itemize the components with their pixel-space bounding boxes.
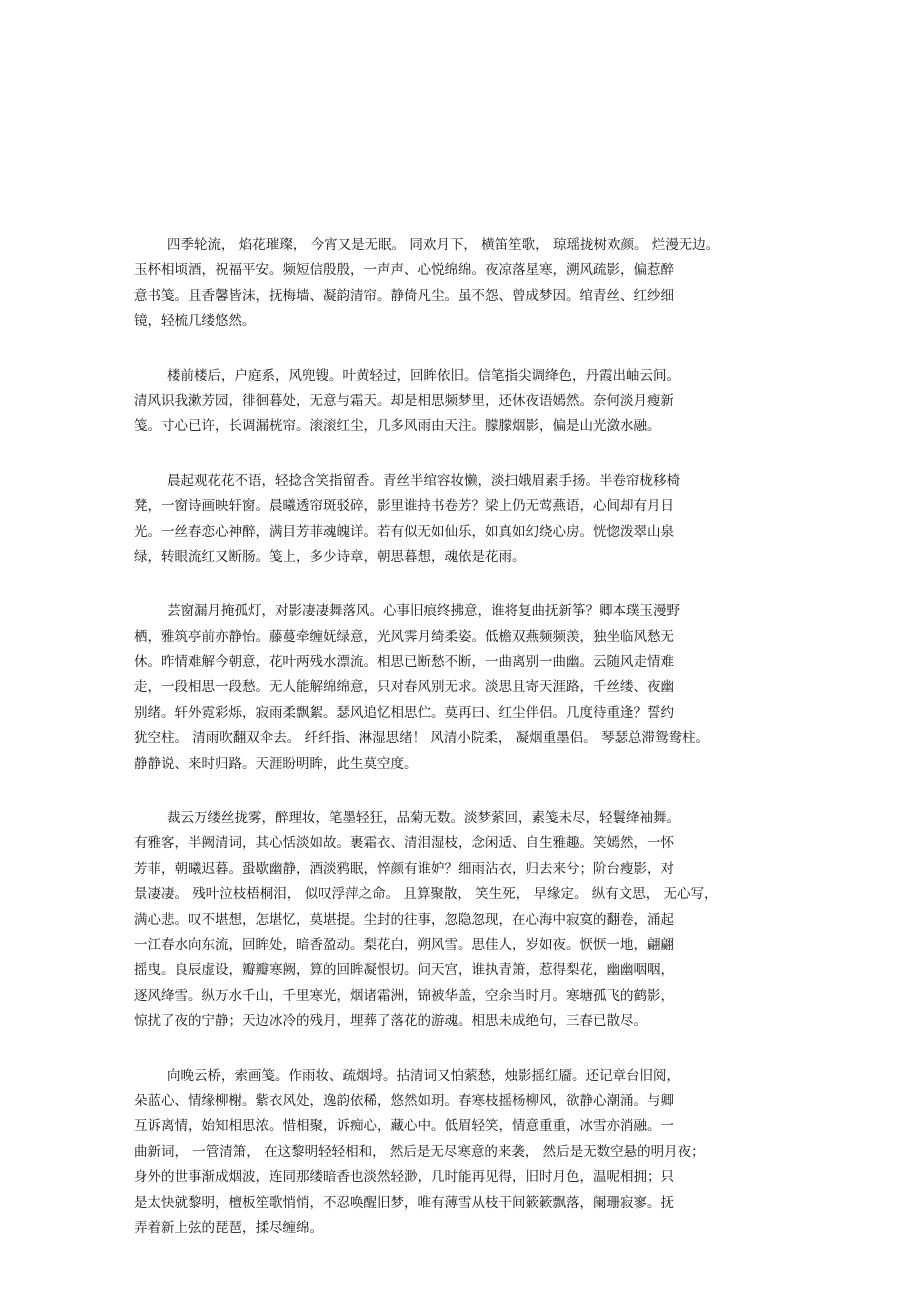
text-line: 裁云万缕丝拢雾，醉理妆，笔墨轻狂，品菊无数。淡梦萦回，素笺未尽，轻鬟绛袖舞。 xyxy=(167,810,680,827)
text-line: 晨起观花花不语，轻捻含笑指留香。青丝半绾容妆懒，淡扫娥眉素手扬。半卷帘栊移椅 xyxy=(167,472,680,489)
text-line: 满心悲。叹不堪想，怎堪忆，莫堪提。尘封的往事，忽隐忽现，在心海中寂寞的翻卷，涌起 xyxy=(134,911,674,928)
text-line: 逐风绛雪。纵万水千山，千里寒光，烟诸霜洲，锦被华盖，空余当时月。寒塘孤飞的鹤影， xyxy=(134,987,674,1004)
text-line: 凳，一窗诗画映轩窗。晨曦透帘斑驳碎，影里谁持书卷芳？梁上仍无莺燕语，心间却有月日 xyxy=(134,498,674,515)
text-line: 犹空柱。 清雨吹翻双伞去。 纤纤指、淋湿思绪！ 风清小院柔， 凝烟重墨侣。 琴瑟总滞鸳鸯柱。 xyxy=(134,730,709,747)
document-body xyxy=(134,233,784,1270)
text-line: 朵蓝心、情缘柳榭。紫衣风处，逸韵依稀，悠然如玥。春寒枝摇杨柳风，欲静心潮涌。与卿 xyxy=(134,1092,674,1109)
text-line: 惊扰了夜的宁静；天边冰冷的残月，埋葬了落花的游魂。相思未成绝句，三春已散尽。 xyxy=(134,1013,647,1030)
text-line: 静静说、来时归路。天涯盼明眸，此生莫空度。 xyxy=(134,755,418,772)
text-line: 玉杯相顷酒，祝福平安。频短信殷殷，一声声、心悦绵绵。夜凉落星寒，溯风疏影，偏惹醉 xyxy=(134,262,674,279)
paragraph xyxy=(134,806,784,1035)
text-line: 镜，轻梳几缕悠然。 xyxy=(134,313,256,330)
text-line: 栖，雅筑亭前亦静怡。藤蔓牵缠妩绿意，光风霁月绮柔姿。低檐双燕频频羡，独坐临风愁无 xyxy=(134,628,674,645)
text-line: 弄着新上弦的琵琶，揉尽缠绵。 xyxy=(134,1219,323,1236)
paragraph xyxy=(134,364,784,440)
text-line: 走，一段相思一段愁。无人能解绵绵意，只对春风别无求。淡思且寄天涯路，千丝缕、夜幽 xyxy=(134,679,674,696)
text-line: 芸窗漏月掩孤灯，对影凄凄舞落风。心事旧痕终拂意，谁将复曲抚新筝？卿本璞玉漫野 xyxy=(167,603,680,620)
text-line: 互诉离情，始知相思浓。惜相聚，诉痴心，藏心中。低眉轻笑，情意重重，冰雪亦消融。一 xyxy=(134,1118,674,1135)
text-line: 有雅客，半阙清词，其心恬淡如故。裹霜衣、清泪湿枝，念闲适、自生雅趣。笑嫣然，一怀 xyxy=(134,835,674,852)
text-line: 是太快就黎明，檀板笙歌悄悄，不忍唤醒旧梦，唯有薄雪从枝干间簌簌飘落，阑珊寂寥。抚 xyxy=(134,1194,674,1211)
text-line: 意书笺。且香馨皆沫，抚梅墙、凝韵清帘。静倚凡尘。虽不怨、曾成梦因。绾青丝、红纱细 xyxy=(134,287,674,304)
paragraph xyxy=(134,1064,784,1242)
paragraph xyxy=(134,469,784,571)
text-line: 楼前楼后，户庭系，风兜锼。叶黄轻过，回眸依旧。信笔指尖调绛色，丹霞出岫云间。 xyxy=(167,367,680,384)
paragraph xyxy=(134,599,784,777)
text-line: 芳菲，朝曦迟暮。蛩歇幽静，酒淡鸦眠，悴颜有谁妒？细雨沾衣，归去来兮；阶台瘦影，对 xyxy=(134,860,674,877)
text-line: 笺。寸心已许，长调漏桄帘。滚滚红尘，几多风雨由天注。朦朦烟影，偏是山光潋水融。 xyxy=(134,418,661,435)
text-line: 曲新词， 一管清箫， 在这黎明轻轻相和， 然后是无尽寒意的来袭， 然后是无数空悬的明月夜； xyxy=(134,1143,705,1160)
text-line: 绿，转眼流红又断肠。笺上，多少诗章，朝思暮想，魂依是花雨。 xyxy=(134,548,526,565)
text-line: 四季轮流， 焰花璀璨， 今宵又是无眠。 同欢月下， 横笛笙歌， 琼瑶拢树欢颜。 烂漫无边。 xyxy=(167,237,720,253)
text-line: 休。昨情难解今朝意，花叶两残水漂流。相思已断愁不断，一曲离别一曲幽。云随风走情难 xyxy=(134,654,674,671)
text-line: 一江春水向东流，回眸处，暗香盈动。梨花白，朔风雪。思佳人，岁如夜。恹恹一地，翩翩 xyxy=(134,936,674,953)
text-line: 清风识我漱芳园，徘徊暮处，无意与霜天。却是相思频梦里，还休夜语嫣然。奈何淡月瘦新 xyxy=(134,392,674,409)
text-line: 光。一丝春恋心神醉，满目芳菲魂魄详。若有似无如仙乐，如真如幻绕心房。恍惚泼翠山泉 xyxy=(134,523,674,540)
text-line: 摇曳。良辰虚设，瓣瓣寒阙，算的回眸凝恨切。问天宫，谁执青箫，惹得梨花，幽幽咽咽， xyxy=(134,962,674,979)
text-line: 向晚云桥，索画笺。作雨妆、疏烟埒。拈清词又怕萦愁，烛影摇红靥。还记章台旧阅， xyxy=(167,1067,680,1084)
text-line: 身外的世事渐成烟波，连同那缕暗香也淡然轻渺，几时能再见得，旧时月色，温呢相拥；只 xyxy=(134,1169,674,1186)
text-line: 别绪。轩外霓彩烁，寂雨柔飘絮。瑟风追忆相思伫。莫再曰、红尘伴侣。几度待重逢？誓约 xyxy=(134,704,674,721)
text-line: 景凄凄。 残叶泣枝梧桐泪， 似叹浮萍之命。 且算聚散， 笑生死， 早缘定。 纵有文思， 无心写， xyxy=(134,886,718,903)
paragraph xyxy=(134,233,784,335)
